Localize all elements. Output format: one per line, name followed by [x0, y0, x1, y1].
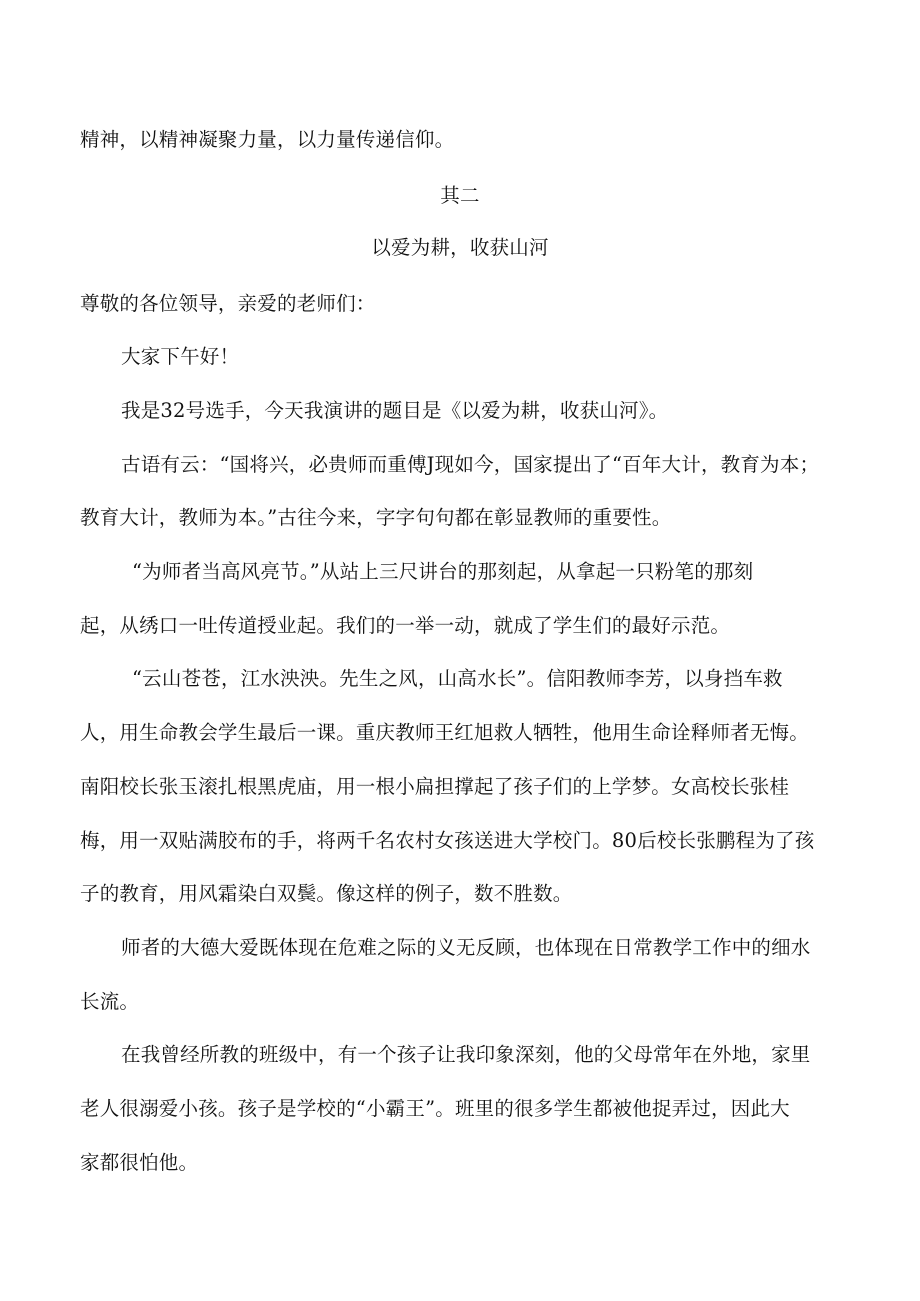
- section-heading: 其二: [440, 184, 480, 207]
- speech-title: 以爱为耕，收获山河: [371, 236, 549, 259]
- paragraph-line: 起，从绣口一吐传道授业起。我们的一举一动，就成了学生们的最好示范。: [80, 614, 731, 637]
- salutation: 尊敬的各位领导，亲爱的老师们：: [80, 292, 376, 315]
- paragraph-line: “为师者当高风亮节。”从站上三尺讲台的那刻起，从拿起一只粉笔的那刻: [132, 560, 754, 583]
- paragraph-line: 在我曾经所教的班级中，有一个孩子让我印象深刻，他的父母常年在外地，家里: [121, 1043, 811, 1066]
- paragraph-line: 人，用生命教会学生最后一课。重庆教师王红旭救人牺牲，他用生命诠释师者无悔。: [80, 721, 809, 744]
- greeting: 大家下午好！: [121, 345, 240, 368]
- paragraph-line: 南阳校长张玉滚扎根黑虎庙，用一根小扁担撑起了孩子们的上学梦。女高校长张桂: [80, 775, 790, 798]
- paragraph-line: 老人很溺爱小孩。孩子是学校的“小霸王”。班里的很多学生都被他捉弄过，因此大: [80, 1097, 790, 1120]
- paragraph-line: 子的教育，用风霜染白双鬓。像这样的例子，数不胜数。: [80, 882, 573, 905]
- paragraph-line: 长流。: [80, 990, 140, 1013]
- paragraph-intro: 我是32号选手，今天我演讲的题目是《以爱为耕，收获山河》。: [121, 399, 669, 422]
- paragraph-line-continuation: 精神，以精神凝聚力量，以力量传递信仰。: [80, 128, 455, 151]
- paragraph-line: 家都很怕他。: [80, 1151, 199, 1174]
- paragraph-line: 梅，用一双贴满胶布的手，将两千名农村女孩送进大学校门。80后校长张鹏程为了孩: [80, 829, 815, 852]
- paragraph-line: “云山苍苍，江水泱泱。先生之风，山高水长”。信阳教师李芳，以身挡车救: [132, 667, 783, 690]
- paragraph-line: 教育大计，教师为本。”古往今来，字字句句都在彰显教师的重要性。: [80, 506, 672, 529]
- paragraph-line: 古语有云：“国将兴，必贵师而重傅J现如今，国家提出了“百年大计，教育为本；: [121, 453, 820, 476]
- paragraph-line: 师者的大德大爱既体现在危难之际的义无反顾，也体现在日常教学工作中的细水: [121, 936, 811, 959]
